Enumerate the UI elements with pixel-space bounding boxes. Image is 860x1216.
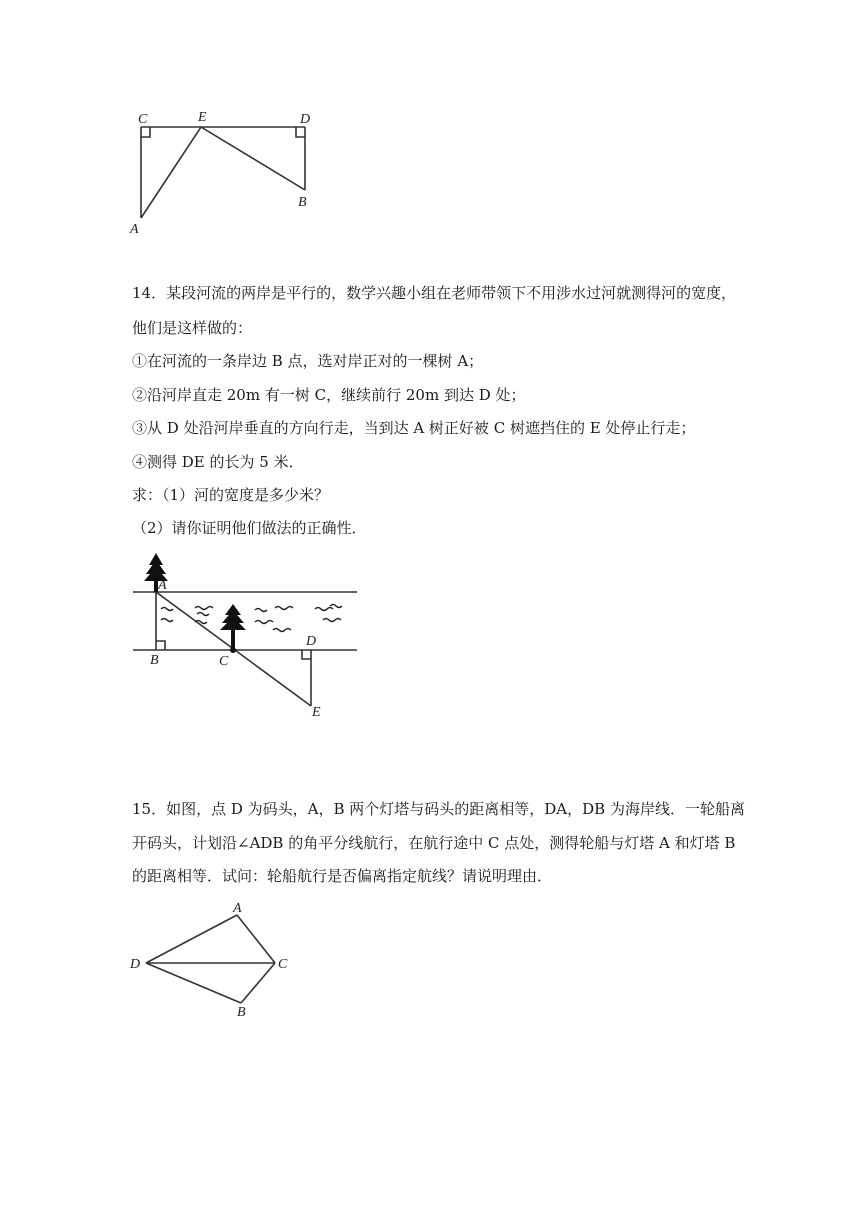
line-bc [241, 963, 275, 1003]
label-a: A [130, 222, 139, 237]
line-da [146, 915, 237, 963]
q15-line2: 开码头，计划沿∠ADB 的角平分线航行，在航行途中 C 点处，测得轮船与灯塔 A 和灯塔 B [132, 834, 736, 852]
q14-step3: ③从 D 处沿河岸垂直的方向行走，当到达 A 树正好被 C 树遮挡住的 E 处停止行走； [132, 419, 696, 437]
q15-line1: 15．如图，点 D 为码头，A，B 两个灯塔与码头的距离相等，DA，DB 为海岸线．一轮船离 [132, 800, 745, 818]
tree-c-icon [220, 604, 246, 653]
label-e: E [312, 705, 321, 720]
label-d: D [306, 634, 317, 649]
label-c: C [278, 957, 288, 972]
line-db [146, 963, 241, 1003]
line-eb [201, 127, 305, 190]
label-a: A [233, 901, 242, 916]
figure-13-diagram [120, 100, 340, 240]
figure-14-river-diagram [125, 548, 375, 723]
q14-ask1: 求：（1）河的宽度是多少米？ [132, 486, 330, 504]
q14-step4: ④测得 DE 的长为 5 米． [132, 453, 304, 471]
label-c: C [138, 112, 148, 127]
q14-step2: ②沿河岸直走 20m 有一树 C，继续前行 20m 到达 D 处； [132, 386, 526, 404]
q15-line3: 的距离相等．试问：轮船航行是否偏离指定航线？请说明理由． [132, 867, 553, 885]
label-e: E [198, 110, 207, 125]
q14-line1: 14．某段河流的两岸是平行的，数学兴趣小组在老师带领下不用涉水过河就测得河的宽度， [132, 284, 737, 302]
q14-step1: ①在河流的一条岸边 B 点，选对岸正对的一棵树 A； [132, 352, 484, 370]
label-b: B [150, 653, 159, 668]
right-angle-c [141, 127, 150, 137]
label-c: C [219, 654, 229, 669]
label-b: B [298, 195, 307, 210]
q14-line2: 他们是这样做的： [132, 319, 253, 337]
label-b: B [237, 1005, 246, 1020]
right-angle-d [302, 650, 311, 659]
label-a: A [158, 578, 167, 593]
label-d: D [130, 957, 141, 972]
q14-ask2: （2）请你证明他们做法的正确性． [132, 519, 367, 537]
figure-15-diagram [125, 898, 305, 1023]
line-ae [141, 127, 201, 218]
line-ac [237, 915, 275, 963]
water-waves [161, 605, 342, 632]
label-d: D [300, 112, 311, 127]
right-angle-d [296, 127, 305, 137]
right-angle-b [156, 641, 165, 650]
